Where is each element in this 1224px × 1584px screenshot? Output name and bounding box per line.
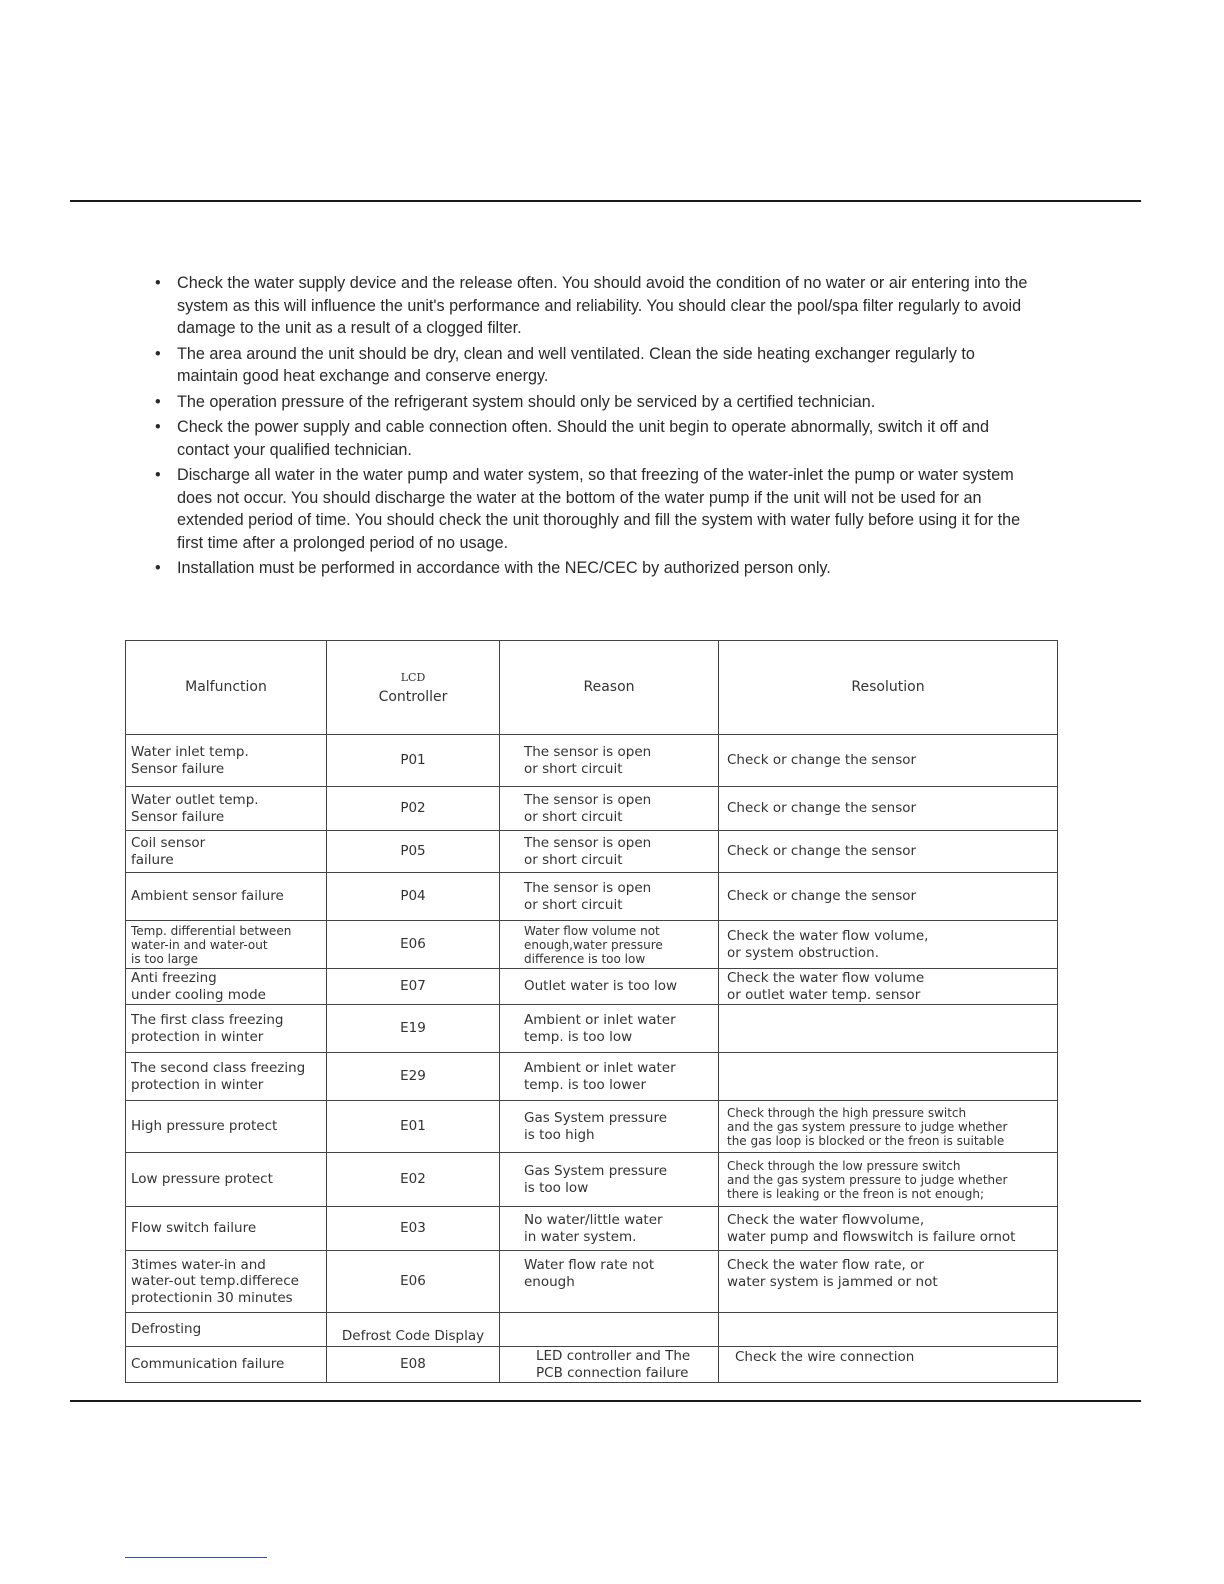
cell-malfunction: 3times water-in and water-out temp.differece protectionin 30 minutes xyxy=(126,1251,327,1313)
cell-reason: No water/little water in water system. xyxy=(500,1207,719,1251)
cell-resolution: Check the wire connection xyxy=(719,1347,1058,1383)
table-row xyxy=(126,735,1058,787)
cell-code: E08 xyxy=(327,1347,500,1383)
table-row xyxy=(126,1251,1058,1313)
table-row xyxy=(126,921,1058,969)
cell-resolution: Check or change the sensor xyxy=(719,787,1058,831)
cell-reason: Ambient or inlet water temp. is too lower xyxy=(500,1053,719,1101)
table-row xyxy=(126,831,1058,873)
bullet-item: • Installation must be performed in accordance with the NEC/CEC by authorized person only. xyxy=(155,557,1035,580)
table-header-row xyxy=(126,641,1058,735)
header-resolution: Resolution xyxy=(719,641,1058,735)
cell-code: P01 xyxy=(327,735,500,787)
cell-code: E06 xyxy=(327,1251,500,1313)
header-controller-label: Controller xyxy=(378,688,448,705)
maintenance-bullet-list xyxy=(155,272,1035,583)
cell-code: P02 xyxy=(327,787,500,831)
cell-resolution: Check the water flowvolume, water pump and flowswitch is failure ornot xyxy=(719,1207,1058,1251)
cell-reason: Gas System pressure is too high xyxy=(500,1101,719,1153)
cell-resolution xyxy=(719,1053,1058,1101)
table-row xyxy=(126,1313,1058,1347)
table-row xyxy=(126,1347,1058,1383)
cell-reason: Ambient or inlet water temp. is too low xyxy=(500,1005,719,1053)
cell-malfunction: Temp. differential between water-in and water-out is too large xyxy=(126,921,327,969)
cell-reason: The sensor is open or short circuit xyxy=(500,831,719,873)
cell-resolution: Check the water flow volume or outlet water temp. sensor xyxy=(719,969,1058,1005)
table-row xyxy=(126,1005,1058,1053)
cell-code: E07 xyxy=(327,969,500,1005)
cell-resolution: Check or change the sensor xyxy=(719,831,1058,873)
header-rule xyxy=(70,200,1141,202)
cell-malfunction: Coil sensor failure xyxy=(126,831,327,873)
bullet-glyph: • xyxy=(155,559,161,577)
cell-malfunction: Ambient sensor failure xyxy=(126,873,327,921)
table-row xyxy=(126,969,1058,1005)
cell-malfunction: The second class freezing protection in winter xyxy=(126,1053,327,1101)
cell-malfunction: High pressure protect xyxy=(126,1101,327,1153)
table-row xyxy=(126,1101,1058,1153)
cell-code: P05 xyxy=(327,831,500,873)
cell-resolution xyxy=(719,1313,1058,1347)
cell-code: E03 xyxy=(327,1207,500,1251)
cell-malfunction: Anti freezing under cooling mode xyxy=(126,969,327,1005)
cell-reason: LED controller and The PCB connection failure xyxy=(500,1347,719,1383)
cell-code: E29 xyxy=(327,1053,500,1101)
table-row xyxy=(126,1053,1058,1101)
cell-reason: Water flow volume not enough,water pressure difference is too low xyxy=(500,921,719,969)
cell-malfunction: Communication failure xyxy=(126,1347,327,1383)
header-controller xyxy=(327,641,500,735)
footer-rule xyxy=(70,1400,1141,1402)
cell-resolution xyxy=(719,1005,1058,1053)
cell-code: Defrost Code Display xyxy=(327,1313,500,1347)
cell-malfunction: Low pressure protect xyxy=(126,1153,327,1207)
cell-code: P04 xyxy=(327,873,500,921)
cell-resolution: Check or change the sensor xyxy=(719,873,1058,921)
malfunction-table xyxy=(125,640,1058,1383)
header-reason: Reason xyxy=(500,641,719,735)
cell-reason: Gas System pressure is too low xyxy=(500,1153,719,1207)
cell-reason xyxy=(500,1313,719,1347)
bullet-glyph: • xyxy=(155,418,161,436)
cell-malfunction: The first class freezing protection in winter xyxy=(126,1005,327,1053)
cell-resolution: Check through the high pressure switch and the gas system pressure to judge whether the gas loop is blocked or the freon is suitable xyxy=(719,1101,1058,1153)
cell-resolution: Check through the low pressure switch and the gas system pressure to judge whether there is leaking or the freon is not enough; xyxy=(719,1153,1058,1207)
table-row xyxy=(126,787,1058,831)
bullet-glyph: • xyxy=(155,344,161,363)
cell-reason: Water flow rate not enough xyxy=(500,1251,719,1313)
bullet-glyph: • xyxy=(155,392,161,411)
table-row xyxy=(126,873,1058,921)
header-malfunction: Malfunction xyxy=(126,641,327,735)
header-lcd: LCD xyxy=(400,671,426,684)
cell-code: E06 xyxy=(327,921,500,969)
cell-resolution: Check or change the sensor xyxy=(719,735,1058,787)
footer-link-line xyxy=(125,1557,267,1558)
bullet-item: • Check the power supply and cable connection often. Should the unit begin to operate abnormally, switch it off and contact your qualified technician. xyxy=(155,418,989,459)
cell-resolution: Check the water flow rate, or water system is jammed or not xyxy=(719,1251,1058,1313)
bullet-item: • The area around the unit should be dry, clean and well ventilated. Clean the side heating exchanger regularly to maintain good heat exchange and conserve energy. xyxy=(155,344,975,385)
cell-malfunction: Water outlet temp. Sensor failure xyxy=(126,787,327,831)
cell-resolution: Check the water flow volume, or system obstruction. xyxy=(719,921,1058,969)
bullet-item: • The operation pressure of the refrigerant system should only be serviced by a certified technician. xyxy=(155,391,1035,414)
cell-code: E19 xyxy=(327,1005,500,1053)
bullet-item: • Check the water supply device and the release often. You should avoid the condition of no water or air entering into the system as this will influence the unit's performance and reliability. You should clear the pool/spa filter regularly to avoid damage to the unit as a result of a clogged filter. xyxy=(155,274,1028,337)
cell-malfunction: Water inlet temp. Sensor failure xyxy=(126,735,327,787)
cell-malfunction: Flow switch failure xyxy=(126,1207,327,1251)
table-row xyxy=(126,1207,1058,1251)
cell-reason: Outlet water is too low xyxy=(500,969,719,1005)
cell-code: E01 xyxy=(327,1101,500,1153)
cell-reason: The sensor is open or short circuit xyxy=(500,873,719,921)
cell-malfunction: Defrosting xyxy=(126,1313,327,1347)
cell-reason: The sensor is open or short circuit xyxy=(500,735,719,787)
bullet-glyph: • xyxy=(155,274,161,292)
bullet-item: • Discharge all water in the water pump and water system, so that freezing of the water-inlet the pump or water system does not occur. You should discharge the water at the bottom of the water pump if the unit will not be used for an extended period of time. You should check the unit thoroughly and fill the system with water fully before using it for the first time after a prolonged period of no usage. xyxy=(155,466,1021,552)
table-row xyxy=(126,1153,1058,1207)
bullet-glyph: • xyxy=(155,466,161,484)
cell-reason: The sensor is open or short circuit xyxy=(500,787,719,831)
malfunction-table-container xyxy=(125,640,1058,1383)
cell-code: E02 xyxy=(327,1153,500,1207)
